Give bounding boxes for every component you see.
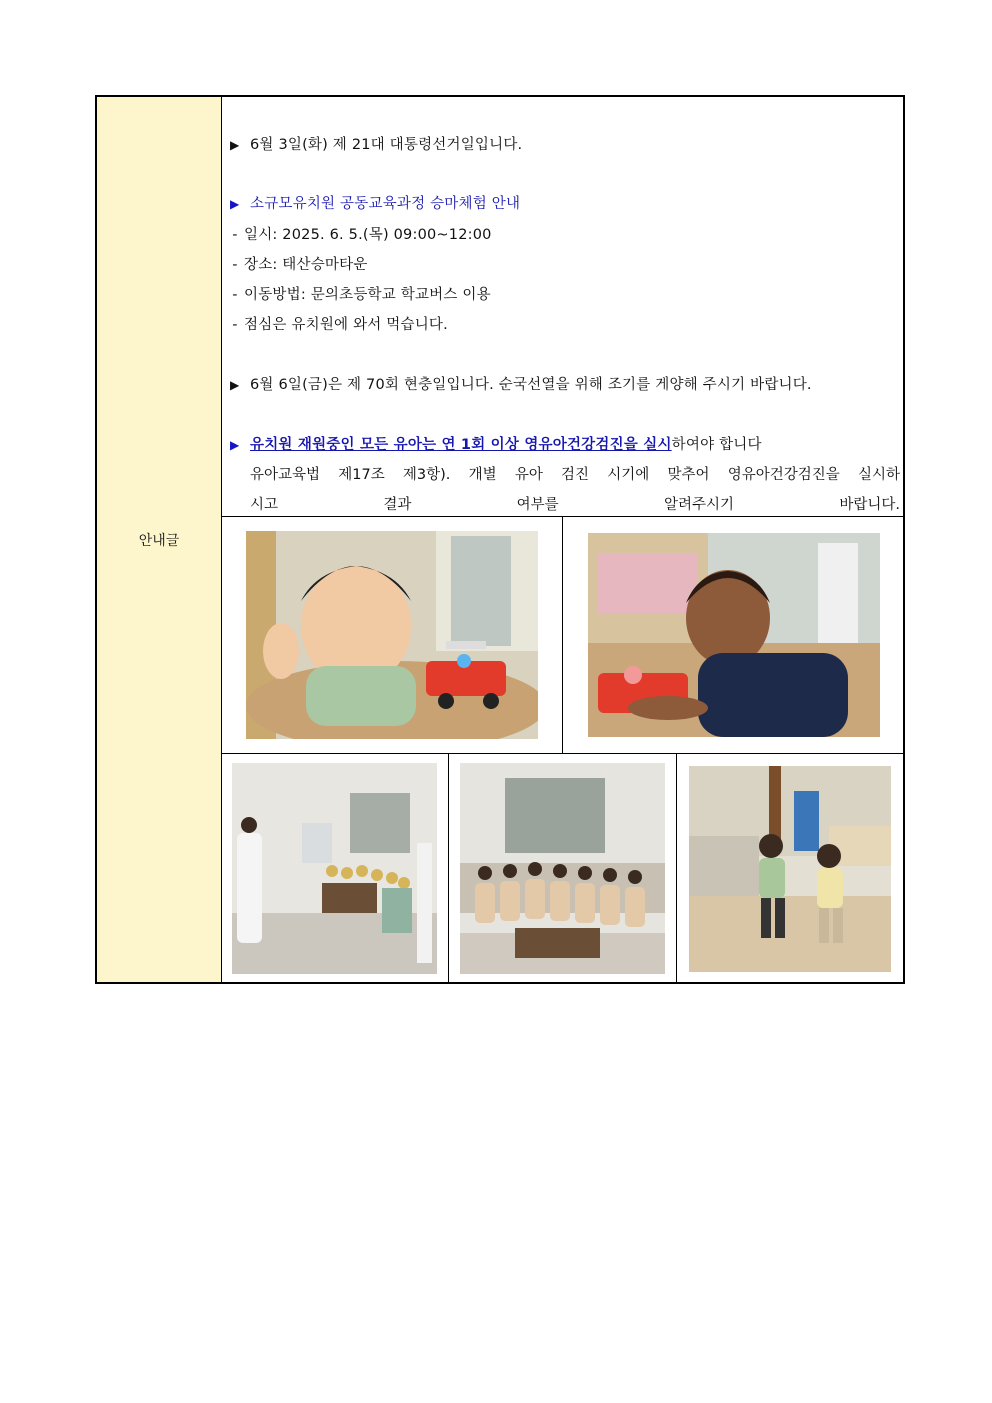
photo-kids-playing	[689, 766, 891, 972]
notice-horse-transport: - 이동방법: 문의초등학교 학교버스 이용	[226, 283, 491, 304]
notice-checkup: ▶ 유치원 재원중인 모든 유아는 연 1회 이상 영유아건강검진을 실시하여야 합니다	[230, 437, 762, 453]
dash-bullet: -	[232, 317, 238, 333]
notice-horse-date: - 일시: 2025. 6. 5.(목) 09:00~12:00	[226, 223, 492, 244]
notice-checkup-line3: 시고 결과 여부를 알려주시기 바랍니다.	[250, 497, 900, 513]
label-text: 안내글	[138, 532, 180, 549]
photo-health-room-2	[460, 763, 665, 974]
dash-bullet: -	[232, 287, 238, 303]
photo-row-2	[222, 754, 903, 982]
notice-checkup-line2: 유아교육법 제17조 제3항). 개별 유아 검진 시기에 맞추어 영유아건강검진을 실시하	[250, 467, 900, 483]
checkup-emphasis: 유치원 재원중인 모든 유아는 연 1회 이상 영유아건강검진을 실시	[250, 437, 672, 453]
notice-content	[222, 97, 903, 517]
triangle-bullet-icon: ▶	[230, 438, 240, 452]
notice-horse-place: - 장소: 태산승마타운	[226, 253, 368, 274]
notice-horse-title: ▶ 소규모유치원 공동교육과정 승마체험 안내	[230, 196, 521, 212]
triangle-bullet-icon: ▶	[230, 378, 240, 392]
photo-boy-firetruck	[246, 531, 538, 739]
photo-boy-firetruck-2	[588, 533, 880, 737]
notice-horse-lunch: - 점심은 유치원에 와서 먹습니다.	[226, 313, 448, 334]
triangle-bullet-icon: ▶	[230, 138, 240, 152]
notice-table	[95, 95, 905, 984]
photo-health-room-1	[232, 763, 437, 974]
triangle-bullet-icon: ▶	[230, 197, 240, 211]
notice-memorial: ▶ 6월 6일(금)은 제 70회 현충일입니다. 순국선열을 위해 조기를 게양해 주시기 바랍니다.	[230, 377, 812, 393]
dash-bullet: -	[232, 257, 238, 273]
dash-bullet: -	[232, 227, 238, 243]
notice-election: ▶ 6월 3일(화) 제 21대 대통령선거일입니다.	[230, 137, 523, 153]
photo-row-1	[222, 517, 903, 754]
label-cell	[97, 97, 222, 982]
